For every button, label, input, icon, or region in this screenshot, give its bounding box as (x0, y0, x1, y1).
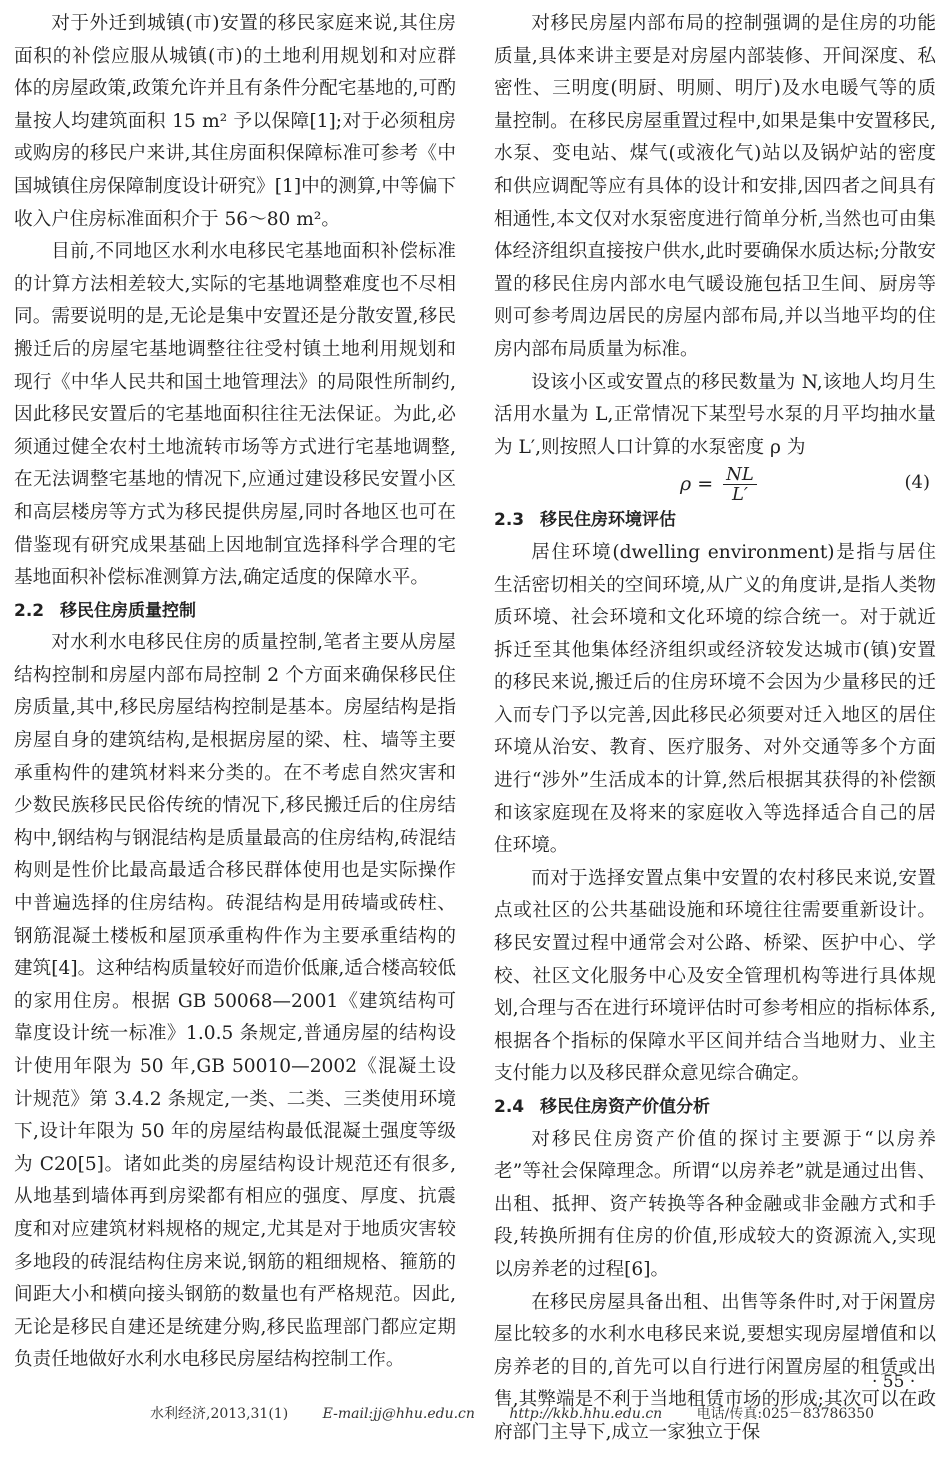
body-paragraph: 居住环境(dwelling environment)是指与居住生活密切相关的空间环境,从广义的角度讲,是指人类物质环境、社会环境和文化环境的综合统一。对于就近拆迁至其他集体经济组织或经济较发达城市(镇)安置的移民来说,搬迁后的住房环境不会因为少量移民的迁入而专门予以完善,因此移民必须要对迁入地区的居住环境从治安、教育、医疗服务、对外交通等多个方面进行“涉外”生活成本的计算,然后根据其获得的补偿额和该家庭现在及将来的家庭收入等选择适合自己的居住环境。 (494, 541, 936, 857)
footer-email: E-mail:jj@hhu.edu.cn (322, 1406, 475, 1422)
page-footer (0, 1399, 950, 1429)
section-number: 2.2 (14, 600, 45, 621)
footer-journal: 水利经济,2013,31(1) (150, 1406, 289, 1422)
equation-denominator: L′ (731, 483, 749, 505)
section-number: 2.3 (494, 510, 525, 531)
equation-numerator: NL (723, 465, 757, 485)
body-paragraph: 对于外迁到城镇(市)安置的移民家庭来说,其住房面积的补偿应服从城镇(市)的土地利用规划和对应群体的房屋政策,政策允许并且有条件分配宅基地的,可酌量按人均建筑面积 15 m² 予以保障[1];对于必须租房或购房的移民户来讲,其住房面积保障标准可参考《中国城镇住房保障制度设计研究》[1]中的测算,中等偏下收入户住房标准面积介于 56～80 m²。 (14, 13, 456, 230)
equation-4 (494, 464, 936, 504)
right-column (494, 8, 936, 1450)
body-paragraph: 对移民房屋内部布局的控制强调的是住房的功能质量,具体来讲主要是对房屋内部装修、开间深度、私密性、三明度(明厨、明厕、明厅)及水电暖气等的质量控制。在移民房屋重置过程中,如果是集中安置移民,水泵、变电站、煤气(或液化气)站以及锅炉站的密度和供应调配等应有具体的设计和安排,因四者之间具有相通性,本文仅对水泵密度进行简单分析,当然也可由集体经济组织直接按户供水,此时要确保水质达标;分散安置的移民住房内部水电气暖设施包括卫生间、厨房等则可参考周边居民的房屋内部布局,并以当地平均的住房内部布局质量为标准。 (494, 13, 936, 360)
equation-formula (680, 464, 757, 504)
body-paragraph: 在移民房屋具备出租、出售等条件时,对于闲置房屋比较多的水利水电移民来说,要想实现房屋增值和以房养老的目的,首先可以自行进行闲置房屋的租赁或出售,其弊端是不利于当地租赁市场的形成;其次可以在政府部门主导下,成立一家独立于保 (494, 1291, 936, 1443)
equation-number: (4) (904, 472, 930, 494)
body-paragraph: 目前,不同地区水利水电移民宅基地面积补偿标准的计算方法相差较大,实际的宅基地调整难度也不尽相同。需要说明的是,无论是集中安置还是分散安置,移民搬迁后的房屋宅基地调整往往受村镇土地利用规划和现行《中华人民共和国土地管理法》的局限性所制约,因此移民安置后的宅基地面积往往无法保证。为此,必须通过健全农村土地流转市场等方式进行宅基地调整,在无法调整宅基地的情况下,应通过建设移民安置小区和高层楼房等方式为移民提供房屋,同时各地区也可在借鉴现有研究成果基础上因地制宜选择科学合理的宅基地面积补偿标准测算方法,确定适度的保障水平。 (14, 241, 456, 589)
page-number: · 55 · (872, 1372, 916, 1392)
body-paragraph: 而对于选择安置点集中安置的农村移民来说,安置点或社区的公共基础设施和环境往往需要重新设计。移民安置过程中通常会对公路、桥梁、医护中心、学校、社区文化服务中心及安全管理机构等进行具体规划,合理与否在进行环境评估时可参考相应的指标体系,根据各个指标的保障水平区间并结合当地财力、业主支付能力以及移民群众意见综合确定。 (494, 867, 936, 1085)
section-title: 移民住房环境评估 (540, 510, 676, 531)
equation-fraction (723, 465, 757, 504)
footer-text (150, 1403, 874, 1423)
footer-phone: 电话/传真:025－83786350 (696, 1406, 875, 1422)
section-heading (494, 504, 936, 537)
footer-website: http://kkb.hhu.edu.cn (509, 1406, 663, 1422)
body-paragraph: 对水利水电移民住房的质量控制,笔者主要从房屋结构控制和房屋内部布局控制 2 个方面来确保移民住房质量,其中,移民房屋结构控制是基本。房屋结构是指房屋自身的建筑结构,是根据房屋的梁、柱、墙等主要承重构件的建筑材料来分类的。在不考虑自然灾害和少数民族移民民俗传统的情况下,移民搬迁后的住房结构中,钢结构与钢混结构是质量最高的住房结构,砖混结构则是性价比最高最适合移民群体使用也是实际操作中普遍选择的住房结构。砖混结构是用砖墙或砖柱、钢筋混凝土楼板和屋顶承重构件作为主要承重结构的建筑[4]。这种结构质量较好而造价低廉,适合楼高较低的家用住房。根据 GB 50068—2001《建筑结构可靠度设计统一标准》1.0.5 条规定,普通房屋的结构设计使用年限为 50 年,GB 50010—2002《混凝土设计规范》第 3.4.2 条规定,一类、二类、三类使用环境下,设计年限为 50 年的房屋结构最低混凝土强度等级为 C20[5]。诸如此类的房屋结构设计规范还有很多,从地基到墙体再到房梁都有相应的强度、厚度、抗震度和对应建筑材料规格的规定,尤其是对于地质灾害较多地段的砖混结构住房来说,钢筋的粗细规格、箍筋的间距大小和横向接头钢筋的数量也有严格规范。因此,无论是移民自建还是统建分购,移民监理部门都应定期负责任地做好水利水电移民房屋结构控制工作。 (14, 632, 456, 1371)
section-number: 2.4 (494, 1097, 525, 1117)
section-title: 移民住房资产价值分析 (540, 1097, 710, 1117)
body-paragraph: 设该小区或安置点的移民数量为 N,该地人均月生活用水量为 L,正常情况下某型号水泵的月平均抽水量为 L′,则按照人口计算的水泵密度 ρ 为 (494, 371, 936, 458)
section-heading (494, 1091, 936, 1124)
equation-lhs: ρ = (680, 473, 714, 496)
body-paragraph: 对移民住房资产价值的探讨主要源于“以房养老”等社会保障理念。所谓“以房养老”就是通过出售、出租、抵押、资产转换等各种金融或非金融方式和手段,转换所拥有住房的价值,形成较大的资源流入,实现以房养老的过程[6]。 (494, 1128, 936, 1280)
left-column (14, 8, 456, 1377)
section-title: 移民住房质量控制 (60, 600, 196, 621)
section-heading (14, 595, 456, 628)
